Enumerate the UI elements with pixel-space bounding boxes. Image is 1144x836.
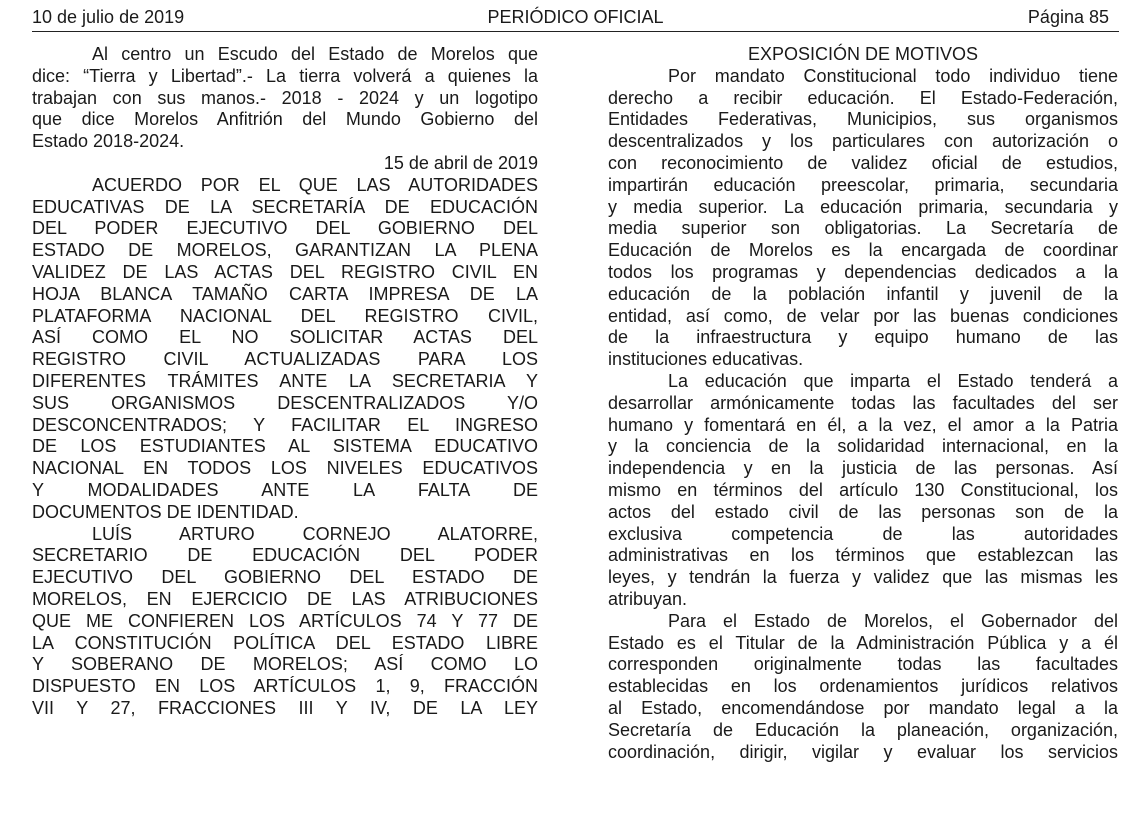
text-line: derecho a recibir educación. El Estado-Federación, <box>608 87 1118 108</box>
text-line: Para el Estado de Morelos, el Gobernador del <box>668 610 1118 631</box>
text-line: corresponden originalmente todas las facultades <box>608 654 1118 675</box>
text-line: todos los programas y dependencias dedicados a la <box>608 261 1118 282</box>
text-line: SECRETARIO DE EDUCACIÓN DEL PODER <box>32 545 538 566</box>
text-line: Estado 2018-2024. <box>32 131 185 152</box>
text-line: independencia y en la justicia de las personas. Así <box>608 458 1118 479</box>
text-line: con reconocimiento de validez oficial de estudios, <box>608 152 1118 173</box>
text-line: NACIONAL EN TODOS LOS NIVELES EDUCATIVOS <box>32 458 538 479</box>
text-line: LUÍS ARTURO CORNEJO ALATORRE, <box>92 523 538 544</box>
text-line: desarrollar armónicamente todas las facultades del ser <box>608 392 1118 413</box>
text-line: humano y fomentará en él, a la vez, el amor a la Patria <box>608 414 1118 435</box>
text-line: administrativas en los términos que establezcan las <box>608 545 1118 566</box>
text-line: Educación de Morelos es la encargada de coordinar <box>608 240 1118 261</box>
text-line: establecidas en los ordenamientos jurídicos relativos <box>608 676 1118 697</box>
header-page-number: Página 85 <box>1027 7 1109 27</box>
text-line: exclusiva competencia de las autoridades <box>608 523 1118 544</box>
text-line: Por mandato Constitucional todo individuo tiene <box>668 65 1118 86</box>
text-line: DISPUESTO EN LOS ARTÍCULOS 1, 9, FRACCIÓN <box>32 676 538 697</box>
text-line: y la conciencia de la solidaridad internacional, en la <box>608 436 1118 457</box>
text-line: entidad, así como, de velar por las buenas condiciones <box>608 305 1118 326</box>
text-line: ACUERDO POR EL QUE LAS AUTORIDADES <box>92 174 538 195</box>
text-line: QUE ME CONFIEREN LOS ARTÍCULOS 74 Y 77 DE <box>32 610 538 631</box>
text-line: EJECUTIVO DEL GOBIERNO DEL ESTADO DE <box>32 567 538 588</box>
text-line: MORELOS, EN EJERCICIO DE LAS ATRIBUCIONES <box>32 588 538 609</box>
text-line: La educación que imparta el Estado tenderá a <box>668 370 1118 391</box>
text-line: DIFERENTES TRÁMITES ANTE LA SECRETARIA Y <box>32 370 538 391</box>
text-line: al Estado, encomendándose por mandato legal a la <box>608 697 1118 718</box>
text-line: Estado es el Titular de la Administración Pública y a él <box>608 632 1118 653</box>
text-line: de la infraestructura y equipo humano de las <box>608 327 1118 348</box>
text-line: 15 de abril de 2019 <box>383 152 538 173</box>
text-line: instituciones educativas. <box>608 349 804 370</box>
text-line: trabajan con sus manos.- 2018 - 2024 y un logotipo <box>32 87 538 108</box>
text-line: Secretaría de Educación la planeación, organización, <box>608 719 1118 740</box>
text-line: LA CONSTITUCIÓN POLÍTICA DEL ESTADO LIBRE <box>32 632 538 653</box>
header-date: 10 de julio de 2019 <box>32 7 185 27</box>
text-line: SUS ORGANISMOS DESCENTRALIZADOS Y/O <box>32 392 538 413</box>
text-line: educación de la población infantil y juvenil de la <box>608 283 1118 304</box>
text-line: que dice Morelos Anfitrión del Mundo Gobierno del <box>32 109 538 130</box>
text-line: dice: “Tierra y Libertad”.- La tierra volverá a quienes la <box>32 65 538 86</box>
text-line: actos del estado civil de las personas son de la <box>608 501 1118 522</box>
text-line: DOCUMENTOS DE IDENTIDAD. <box>32 501 299 522</box>
left-column <box>32 44 538 720</box>
text-line: DE LOS ESTUDIANTES AL SISTEMA EDUCATIVO <box>32 436 538 457</box>
text-line: EDUCATIVAS DE LA SECRETARÍA DE EDUCACIÓN <box>32 196 538 217</box>
text-line: leyes, y tendrán la fuerza y validez que las mismas les <box>608 567 1118 588</box>
text-line: REGISTRO CIVIL ACTUALIZADAS PARA LOS <box>32 349 538 370</box>
header-title: PERIÓDICO OFICIAL <box>487 7 664 27</box>
text-line: VALIDEZ DE LAS ACTAS DEL REGISTRO CIVIL EN <box>32 261 538 282</box>
text-line: PLATAFORMA NACIONAL DEL REGISTRO CIVIL, <box>32 305 538 326</box>
text-line: Al centro un Escudo del Estado de Morelos que <box>92 44 538 64</box>
text-line: VII Y 27, FRACCIONES III Y IV, DE LA LEY <box>32 697 538 718</box>
text-line: Y SOBERANO DE MORELOS; ASÍ COMO LO <box>32 654 538 675</box>
text-line: coordinación, dirigir, vigilar y evaluar los servicios <box>608 741 1118 762</box>
text-line: DEL PODER EJECUTIVO DEL GOBIERNO DEL <box>32 218 538 239</box>
text-line: media superior son obligatorias. La Secretaría de <box>608 218 1118 239</box>
text-line: DESCONCENTRADOS; Y FACILITAR EL INGRESO <box>32 414 538 435</box>
text-line: Entidades Federativas, Municipios, sus organismos <box>608 109 1118 130</box>
text-line: Y MODALIDADES ANTE LA FALTA DE <box>32 479 538 500</box>
right-column <box>608 44 1118 763</box>
text-line: ESTADO DE MORELOS, GARANTIZAN LA PLENA <box>32 240 538 261</box>
text-line: descentralizados y los particulares con autorización o <box>608 131 1118 152</box>
text-line: HOJA BLANCA TAMAÑO CARTA IMPRESA DE LA <box>32 283 538 304</box>
text-line: ASÍ COMO EL NO SOLICITAR ACTAS DEL <box>32 327 538 348</box>
text-line: atribuyan. <box>608 588 688 609</box>
page-header <box>32 5 1119 32</box>
text-line: impartirán educación preescolar, primaria, secundaria <box>608 174 1118 195</box>
text-line: y media superior. La educación primaria, secundaria y <box>608 196 1118 217</box>
text-line: mismo en términos del artículo 130 Constitucional, los <box>608 479 1118 500</box>
text-line: EXPOSICIÓN DE MOTIVOS <box>747 44 979 64</box>
